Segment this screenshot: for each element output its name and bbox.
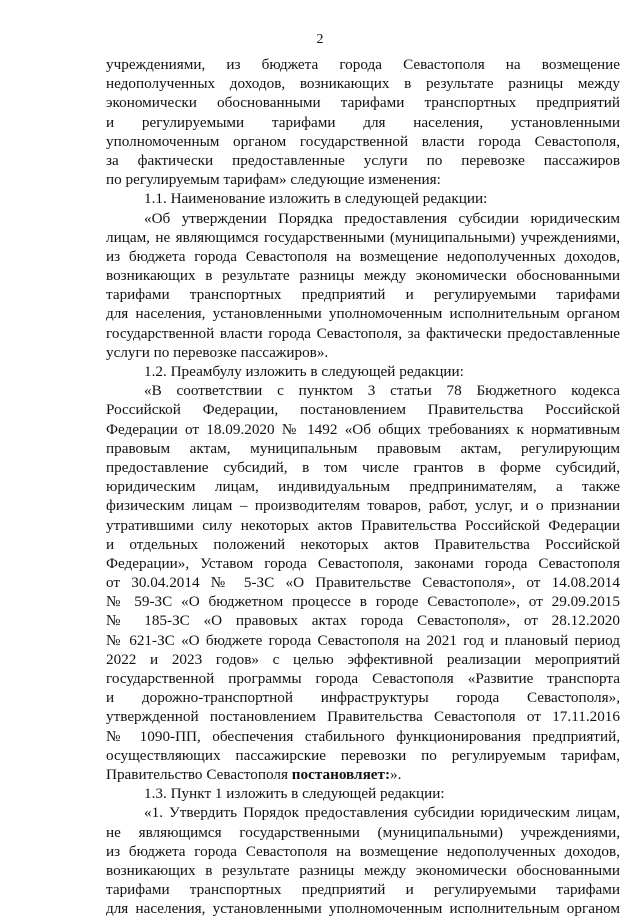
- text-line-content: за фактически предоставленные услуги по перевозке пассажиров: [106, 151, 620, 169]
- text-line: [106, 823, 620, 842]
- text-line-content: и дорожно-транспортной инфраструктуры города Севастополя»,: [106, 689, 620, 707]
- text-line: [106, 439, 620, 458]
- text-line: [106, 899, 620, 918]
- text-line: [106, 842, 620, 861]
- text-line: [106, 324, 620, 343]
- text-line-content: от 30.04.2014 № 5-ЗС «О Правительстве Севастополя», от 14.08.2014: [106, 574, 620, 592]
- text-line: [106, 784, 620, 803]
- text-line-content: Российской Федерации, постановлением Правительства Российской: [106, 401, 620, 419]
- text-line-content: государственной власти города Севастополя, за фактически предоставленные: [106, 324, 620, 342]
- text-line-content: для населения, установленными уполномоченным исполнительным органом: [106, 900, 620, 918]
- text-line-content: тарифами транспортных предприятий и регулируемыми тарифами: [106, 286, 620, 304]
- text-line-content: «Об утверждении Порядка предоставления субсидии юридическим: [144, 209, 620, 227]
- text-line-content: уполномоченным органом государственной власти города Севастополя,: [106, 132, 620, 150]
- text-line-content: «В соответствии с пунктом 3 статьи 78 Бюджетного кодекса: [144, 382, 620, 400]
- text-line-content: правовым актам, муниципальным правовым актам, регулирующим: [106, 439, 620, 457]
- text-line-content: Федерации от 18.09.2020 № 1492 «Об общих требованиях к нормативным: [106, 420, 620, 438]
- text-line: [106, 74, 620, 93]
- text-line: [106, 631, 620, 650]
- text-line-content: предоставление субсидий, в том числе грантов в форме субсидий,: [106, 458, 620, 476]
- text-line-content: № 1090-ПП, обеспечения стабильного функционирования предприятий,: [106, 727, 620, 745]
- text-line: [106, 707, 620, 726]
- text-line: [106, 381, 620, 400]
- text-line: [106, 727, 620, 746]
- text-line: [106, 266, 620, 285]
- text-line: [106, 554, 620, 573]
- text-line-content: государственной программы города Севастополя «Развитие транспорта: [106, 670, 620, 687]
- text-line: [106, 592, 620, 611]
- text-line-content: № 621-ЗС «О бюджете города Севастополя на 2021 год и плановый период: [106, 631, 620, 649]
- text-line: [106, 132, 620, 151]
- text-line: [106, 189, 620, 208]
- text-line-content: и отдельных положений некоторых актов Правительства Российской: [106, 535, 620, 553]
- text-line-content: 2022 и 2023 годов» с целью эффективной реализации мероприятий: [106, 650, 620, 668]
- text-line-content: услуги по перевозке пассажиров».: [106, 343, 329, 361]
- document-body: [106, 55, 620, 918]
- text-line-content: учреждениями, из бюджета города Севастополя на возмещение: [106, 56, 620, 73]
- text-line-content: и регулируемыми тарифами для населения, установленными: [106, 113, 620, 131]
- text-line-content: по регулируемым тарифам» следующие изменения:: [106, 171, 441, 189]
- text-line: [106, 861, 620, 880]
- text-line: [106, 669, 620, 688]
- text-line: [106, 803, 620, 822]
- text-line-content: возникающих в результате разницы между экономически обоснованными: [106, 861, 620, 879]
- text-line: [106, 247, 620, 266]
- text-line: [106, 765, 620, 784]
- text-line: [106, 458, 620, 477]
- text-line: [106, 228, 620, 247]
- text-line: [106, 688, 620, 707]
- text-line: [106, 496, 620, 515]
- text-line-content: Федерации», Уставом города Севастополя, законами города Севастополя: [106, 554, 620, 572]
- text-line: [106, 420, 620, 439]
- text-line: [106, 209, 620, 228]
- text-line-content: из бюджета города Севастополя на возмещение недополученных доходов,: [106, 247, 620, 265]
- text-line: [106, 746, 620, 765]
- text-line: [106, 93, 620, 112]
- text-line-content: 1.3. Пункт 1 изложить в следующей редакции:: [144, 785, 445, 803]
- text-line-content: 1.1. Наименование изложить в следующей редакции:: [144, 190, 488, 208]
- bold-keyword: постановляет:: [291, 765, 391, 783]
- page-number: 2: [316, 32, 324, 47]
- text-line-content: 1.2. Преамбулу изложить в следующей редакции:: [144, 363, 464, 380]
- text-line-content: «1. Утвердить Порядок предоставления субсидии юридическим лицам,: [144, 804, 620, 822]
- text-line: [106, 285, 620, 304]
- text-line-content: утратившими силу некоторых актов Правительства Российской Федерации: [106, 516, 620, 534]
- text-line-content: лицам, не являющимся государственными (муниципальными) учреждениями,: [106, 228, 620, 246]
- text-line: [106, 151, 620, 170]
- text-line-content: № 59-ЗС «О бюджетном процессе в городе Севастополе», от 29.09.2015: [106, 593, 620, 611]
- text-line: [106, 611, 620, 630]
- text-line-content: осуществляющих пассажирские перевозки по регулируемым тарифам,: [106, 746, 620, 764]
- text-line-content: физическим лицам – производителям товаров, работ, услуг, и о признании: [106, 497, 620, 515]
- text-line: [106, 573, 620, 592]
- text-line: [106, 343, 620, 362]
- text-line: [106, 650, 620, 669]
- text-line: [106, 170, 620, 189]
- text-line: [106, 535, 620, 554]
- text-line-content: из бюджета города Севастополя на возмещение недополученных доходов,: [106, 842, 620, 860]
- text-line: [106, 304, 620, 323]
- text-line-content: недополученных доходов, возникающих в результате разницы между: [106, 75, 620, 93]
- text-line-content: для населения, установленными уполномоченным исполнительным органом: [106, 305, 620, 323]
- text-line-content: утвержденной постановлением Правительства Севастополя от 17.11.2016: [106, 708, 620, 726]
- text-line: [106, 516, 620, 535]
- text-line-content: Правительство Севастополя: [106, 765, 292, 783]
- text-line-content: тарифами транспортных предприятий и регулируемыми тарифами: [106, 881, 620, 899]
- text-line: [106, 113, 620, 132]
- text-line: [106, 477, 620, 496]
- text-line-content: экономически обоснованными тарифами транспортных предприятий: [106, 94, 620, 112]
- text-line-tail: ».: [390, 765, 402, 783]
- text-line: [106, 880, 620, 899]
- text-line-content: № 185-ЗС «О правовых актах города Севастополя», от 28.12.2020: [106, 612, 620, 630]
- text-line-content: не являющимся государственными (муниципальными) учреждениями,: [106, 823, 620, 841]
- text-line-content: возникающих в результате разницы между экономически обоснованными: [106, 267, 620, 285]
- text-line: [106, 362, 620, 381]
- text-line: [106, 400, 620, 419]
- text-line: [106, 55, 620, 74]
- text-line-content: юридическим лицам, индивидуальным предпринимателям, а также: [106, 478, 620, 496]
